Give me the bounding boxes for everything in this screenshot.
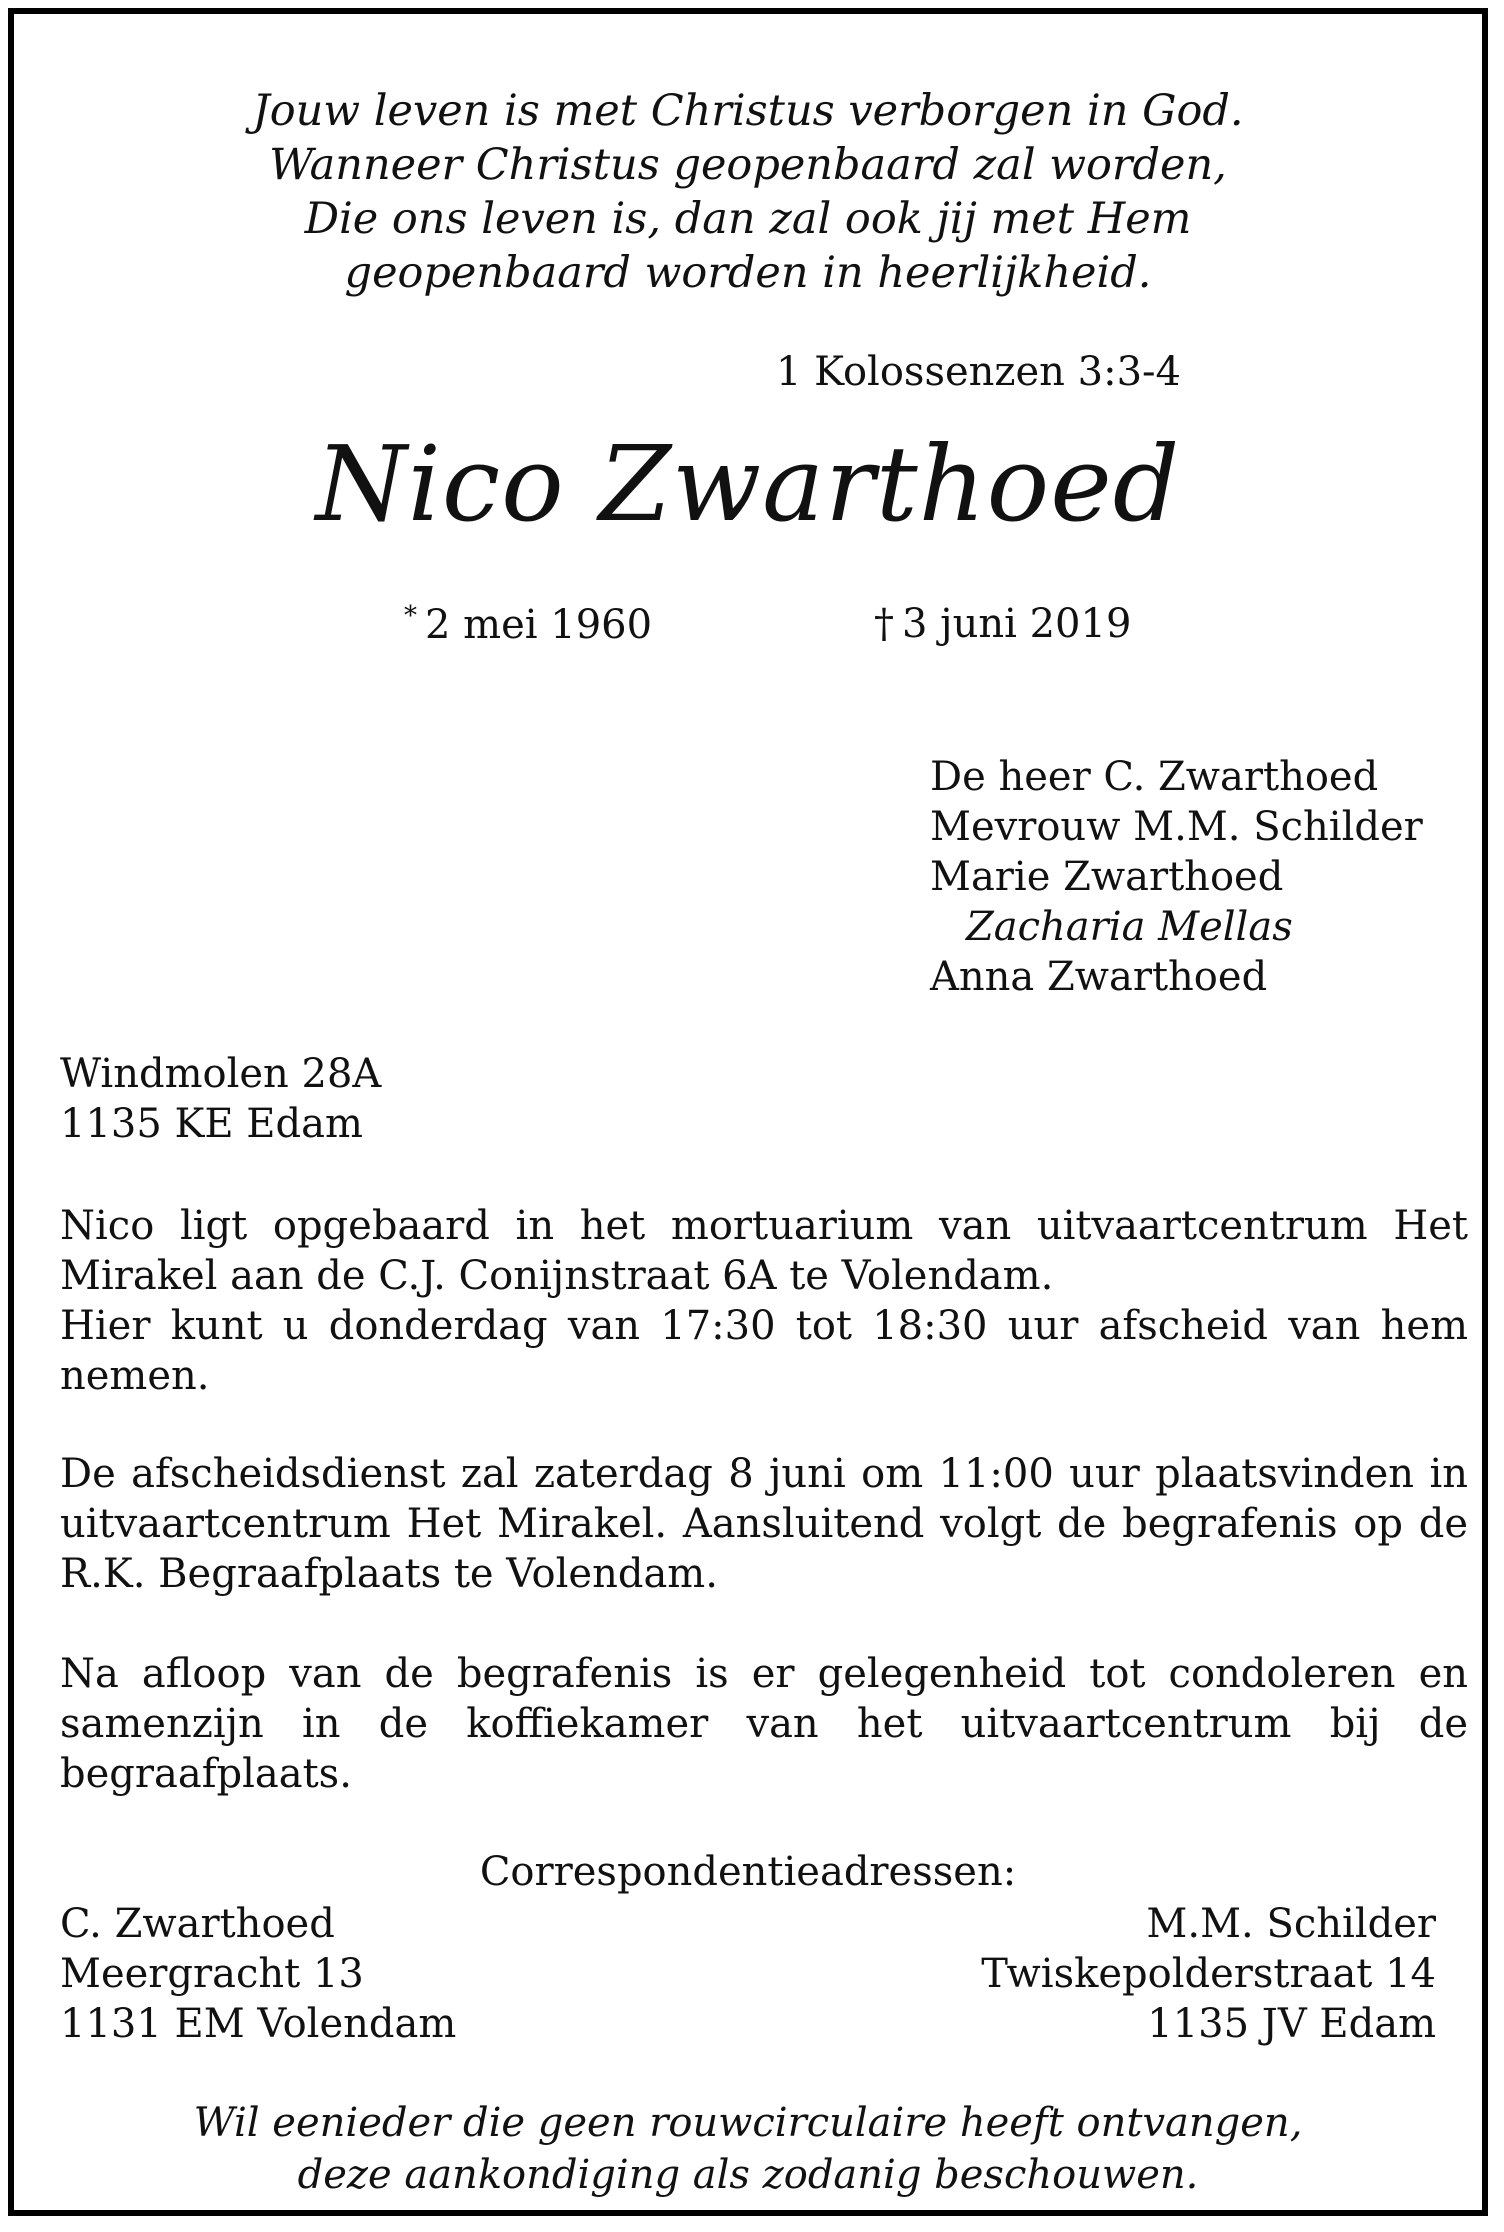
correspondence-line: C. Zwarthoed bbox=[60, 1901, 335, 1947]
correspondence-line: Twiskepolderstraat 14 bbox=[981, 1951, 1436, 1997]
family-list bbox=[930, 752, 1423, 1002]
bible-verse bbox=[14, 84, 1482, 300]
correspondence-address-right bbox=[981, 1899, 1436, 2049]
family-member: Mevrouw M.M. Schilder bbox=[930, 804, 1423, 850]
viewing-paragraph bbox=[60, 1201, 1468, 1401]
correspondence-address-left bbox=[60, 1899, 456, 2049]
verse-line: geopenbaard worden in heerlijkheid. bbox=[344, 248, 1152, 298]
death-date-text: 3 juni 2019 bbox=[902, 601, 1132, 647]
correspondence-line: 1131 EM Volendam bbox=[60, 2001, 457, 2047]
correspondence-line: 1135 JV Edam bbox=[1147, 2001, 1436, 2047]
family-member: Marie Zwarthoed bbox=[930, 854, 1284, 900]
home-address bbox=[60, 1049, 381, 1149]
family-member: De heer C. Zwarthoed bbox=[930, 754, 1379, 800]
correspondence-line: M.M. Schilder bbox=[1146, 1901, 1436, 1947]
death-date bbox=[874, 601, 1131, 647]
correspondence-title: Correspondentieadressen: bbox=[479, 1849, 1017, 1895]
address-street: Windmolen 28A bbox=[60, 1051, 382, 1097]
service-paragraph: De afscheidsdienst zal zaterdag 8 juni om 11:00 uur plaatsvinden in uitvaartcentrum Het Mirakel. Aansluitend volgt de begrafenis op de R.K. Begraafplaats te Volendam. bbox=[60, 1451, 1468, 1597]
verse-line: Die ons leven is, dan zal ook jij met Hem bbox=[304, 194, 1192, 244]
viewing-location-text: Nico ligt opgebaard in het mortuarium van uitvaartcentrum Het Mirakel aan de C.J. Conijnstraat 6A te Volendam. bbox=[60, 1203, 1468, 1299]
footer-line: Wil eenieder die geen rouwcirculaire heeft ontvangen, bbox=[193, 2100, 1303, 2146]
family-partner: Zacharia Mellas bbox=[966, 904, 1293, 950]
correspondence-line: Meergracht 13 bbox=[60, 1951, 364, 1997]
viewing-time-text: Hier kunt u donderdag van 17:30 tot 18:30 uur afscheid van hem nemen. bbox=[60, 1303, 1468, 1399]
footer-line: deze aankondiging als zodanig beschouwen. bbox=[297, 2152, 1199, 2198]
deceased-name: Nico Zwarthoed bbox=[315, 423, 1181, 545]
birth-date-text: 2 mei 1960 bbox=[425, 602, 653, 648]
death-symbol: † bbox=[874, 601, 894, 647]
birth-date bbox=[404, 601, 652, 648]
verse-reference: 1 Kolossenzen 3:3-4 bbox=[776, 349, 1181, 395]
family-member: Anna Zwarthoed bbox=[930, 954, 1268, 1000]
condolence-paragraph: Na afloop van de begrafenis is er gelegenheid tot condoleren en samenzijn in de koffiekamer van het uitvaartcentrum bij de begraafplaats. bbox=[60, 1651, 1468, 1797]
obituary-card bbox=[8, 8, 1488, 2216]
footer-note bbox=[14, 2097, 1482, 2201]
verse-line: Jouw leven is met Christus verborgen in God. bbox=[252, 86, 1244, 136]
birth-symbol: * bbox=[404, 601, 417, 631]
address-city: 1135 KE Edam bbox=[60, 1101, 363, 1147]
verse-line: Wanneer Christus geopenbaard zal worden, bbox=[269, 140, 1227, 190]
